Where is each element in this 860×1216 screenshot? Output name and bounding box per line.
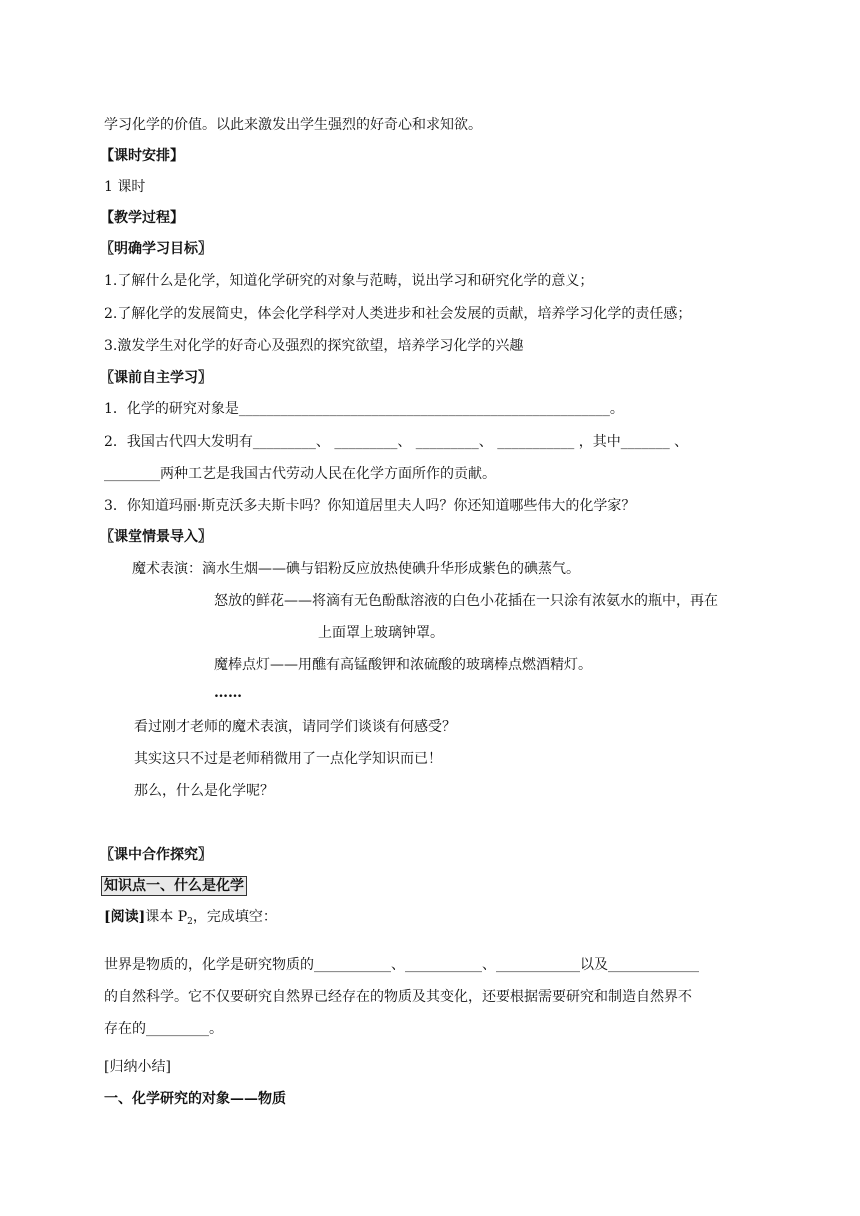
goals-heading: 〖明确学习目标〗	[100, 241, 212, 257]
cooperation-heading: 〖课中合作探究〗	[100, 847, 212, 863]
goal-item: 2.了解化学的发展简史，体会化学科学对人类进步和社会发展的贡献，培养学习化学的责任感；	[104, 306, 692, 322]
preview-question-2-cont: ________两种工艺是我国古代劳动人民在化学方面所作的贡献。	[104, 466, 496, 482]
read-subscript: 2	[187, 917, 193, 927]
summary-heading: [归纳小结]	[104, 1059, 171, 1075]
schedule-heading: 【课时安排】	[100, 148, 184, 164]
magic-show-2: 怒放的鲜花——将滴有无色酚酞溶液的白色小花插在一只涂有浓氨水的瓶中，再在	[214, 593, 718, 609]
goal-item: 3.激发学生对化学的好奇心及强烈的探究欲望，培养学习化学的兴趣	[104, 338, 524, 354]
preview-question-3: 3．你知道玛丽·斯克沃多夫斯卡吗？你知道居里夫人吗？你还知道哪些伟大的化学家？	[104, 498, 636, 514]
preview-question-2: 2．我国古代四大发明有_________、 _________、 _________、 ___________ ，其中_______ 、	[104, 434, 689, 450]
fill-blank-line-3: 存在的_________。	[104, 1021, 223, 1037]
magic-show-3: 魔棒点灯——用醮有高锰酸钾和浓硫酸的玻璃棒点燃酒精灯。	[214, 657, 592, 673]
magic-show-2-cont: 上面罩上玻璃钟罩。	[318, 625, 444, 641]
ellipsis: ……	[214, 685, 242, 701]
intro-text: 学习化学的价值。以此来激发出学生强烈的好奇心和求知欲。	[104, 117, 482, 133]
read-tail: ，完成填空：	[192, 909, 277, 925]
preview-heading: 〖课前自主学习〗	[100, 370, 212, 386]
fill-blank-line-2: 的自然科学。它不仅要研究自然界已经存在的物质及其变化，还要根据需要研究和制造自然界不	[104, 989, 692, 1005]
teacher-statement: 其实这只不过是老师稍微用了一点化学知识而已！	[134, 751, 442, 767]
knowledge-point-label: 知识点一、什么是化学	[101, 876, 247, 896]
goal-item: 1.了解什么是化学，知道化学研究的对象与范畴，说出学习和研究化学的意义；	[104, 273, 594, 289]
feeling-question: 看过刚才老师的魔术表演，请同学们谈谈有何感受？	[134, 719, 456, 735]
reading-instruction	[104, 908, 277, 931]
summary-item-1: 一、化学研究的对象——物质	[104, 1091, 286, 1107]
magic-show-1: 魔术表演：滴水生烟——碘与铝粉反应放热使碘升华形成紫色的碘蒸气。	[132, 561, 580, 577]
read-text: 课本 P	[145, 909, 188, 925]
process-heading: 【教学过程】	[100, 210, 184, 226]
read-tag: [阅读]	[104, 909, 146, 925]
scene-heading: 〖课堂情景导入〗	[100, 529, 212, 545]
preview-question-1: 1．化学的研究对象是_____________________________________________________。	[104, 401, 624, 417]
schedule-value: 1 课时	[104, 179, 146, 195]
what-is-chemistry-question: 那么，什么是化学呢？	[134, 783, 274, 799]
fill-blank-line-1: 世界是物质的，化学是研究物质的___________、___________、____________以及_____________	[104, 957, 699, 973]
